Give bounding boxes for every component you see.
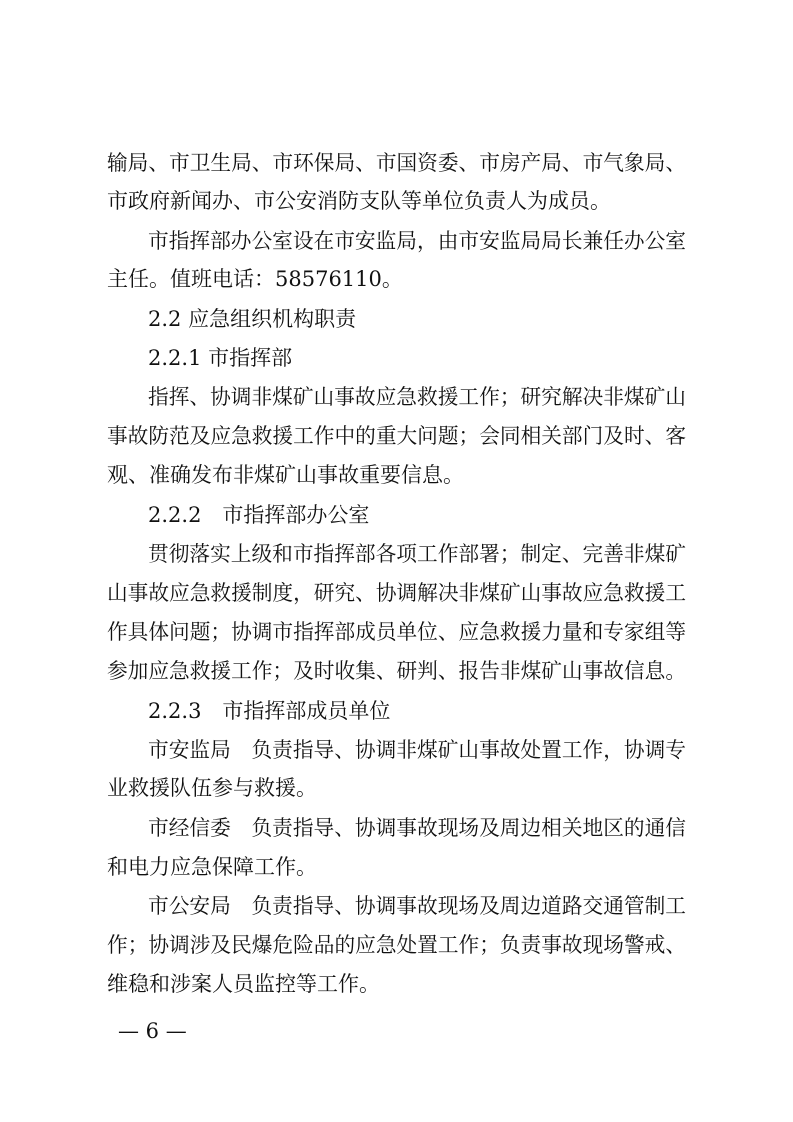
text-line: 输局、市卫生局、市环保局、市国资委、市房产局、市气象局、: [107, 151, 686, 175]
text-line: 2.2 应急组织机构职责: [148, 307, 357, 331]
text-line: 2.2.1 市指挥部: [148, 346, 293, 370]
text-line: 市政府新闻办、市公安消防支队等单位负责人为成员。: [107, 189, 611, 213]
text-line: 指挥、协调非煤矿山事故应急救援工作；研究解决非煤矿山: [148, 385, 686, 409]
text-line: 主任。值班电话：58576110。: [107, 267, 403, 291]
text-line: 贯彻落实上级和市指挥部各项工作部署；制定、完善非煤矿: [148, 542, 686, 566]
text-line: 2.2.2 市指挥部办公室: [148, 503, 370, 527]
text-line: 市指挥部办公室设在市安监局，由市安监局局长兼任办公室: [148, 229, 686, 253]
text-line: 市安监局 负责指导、协调非煤矿山事故处置工作，协调专: [148, 738, 686, 762]
text-line: 观、准确发布非煤矿山事故重要信息。: [107, 463, 464, 487]
text-line: 山事故应急救援制度，研究、协调解决非煤矿山事故应急救援工: [107, 581, 686, 605]
text-line: 市经信委 负责指导、协调事故现场及周边相关地区的通信: [148, 816, 686, 840]
text-line: 和电力应急保障工作。: [107, 855, 317, 879]
text-line: 作具体问题；协调市指挥部成员单位、应急救援力量和专家组等: [107, 620, 686, 644]
text-line: 维稳和涉案人员监控等工作。: [107, 972, 380, 996]
page-number: — 6 —: [118, 1019, 187, 1043]
text-line: 2.2.3 市指挥部成员单位: [148, 699, 391, 723]
text-line: 事故防范及应急救援工作中的重大问题；会同相关部门及时、客: [107, 424, 686, 448]
text-line: 作；协调涉及民爆危险品的应急处置工作；负责事故现场警戒、: [107, 933, 686, 957]
text-line: 参加应急救援工作；及时收集、研判、报告非煤矿山事故信息。: [107, 659, 686, 683]
text-line: 业救援队伍参与救援。: [107, 776, 317, 800]
text-line: 市公安局 负责指导、协调事故现场及周边道路交通管制工: [148, 894, 686, 918]
